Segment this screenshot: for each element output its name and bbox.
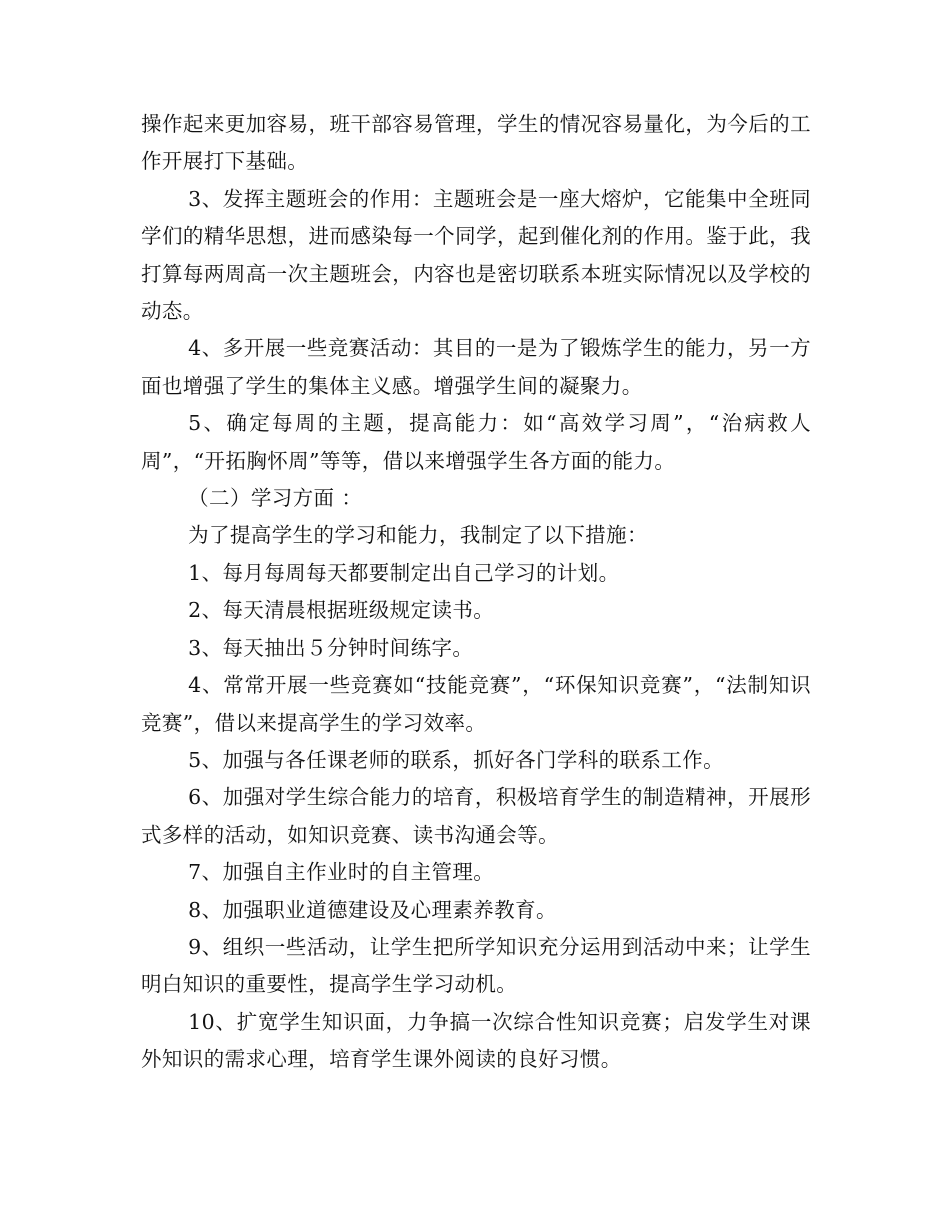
list-item-self-management: 7、加强自主作业时的自主管理。 <box>188 860 495 885</box>
list-item-teacher-contact: 5、加强与各任课老师的联系，抓好各门学科的联系工作。 <box>188 747 725 772</box>
list-item-knowledge: 10、扩宽学生知识面，力争搞一次综合性知识竞赛；启发学生对课外知识的需求心理，培育学生课外阅读的良好习惯。 <box>141 1009 811 1072</box>
paragraph-continuation: 操作起来更加容易，班干部容易管理，学生的情况容易量化，为今后的工作开展打下基础。 <box>141 112 811 174</box>
paragraph-class-meeting: 3、发挥主题班会的作用：主题班会是一座大熔炉，它能集中全班同学们的精华思想，进而感染每一个同学，起到催化剂的作用。鉴于此，我打算每两周高一次主题班会，内容也是密切联系本班实际情况以及学校的动态。 <box>141 186 811 324</box>
paragraph-weekly-theme: 5、确定每周的主题，提高能力：如“高效学习周”，“治病救人周”，“开拓胸怀周”等等，借以来增强学生各方面的能力。 <box>141 411 811 473</box>
list-item-study-plan: 1、每月每周每天都要制定出自己学习的计划。 <box>188 560 620 585</box>
document-body <box>141 106 811 1079</box>
list-item-ethics: 8、加强职业道德建设及心理素养教育。 <box>188 897 557 922</box>
paragraph-study-intro: 为了提高学生的学习和能力，我制定了以下措施： <box>188 523 648 548</box>
section-heading-study: （二）学习方面 ： <box>188 486 363 511</box>
list-item-ability: 6、加强对学生综合能力的培育，积极培育学生的制造精神，开展形式多样的活动，如知识竞赛、读书沟通会等。 <box>141 785 811 847</box>
list-item-morning-reading: 2、每天清晨根据班级规定读书。 <box>188 598 495 623</box>
list-item-activities: 9、组织一些活动，让学生把所学知识充分运用到活动中来；让学生明白知识的重要性，提高学生学习动机。 <box>141 934 811 997</box>
paragraph-competitions: 4、多开展一些竞赛活动：其目的一是为了锻炼学生的能力，另一方面也增强了学生的集体主义感。增强学生间的凝聚力。 <box>141 336 811 398</box>
list-item-handwriting: 3、每天抽出５分钟时间练字。 <box>188 635 474 660</box>
list-item-contests: 4、常常开展一些竞赛如“技能竞赛”，“环保知识竞赛”，“法制知识竞赛”，借以来提高学生的学习效率。 <box>141 673 811 735</box>
